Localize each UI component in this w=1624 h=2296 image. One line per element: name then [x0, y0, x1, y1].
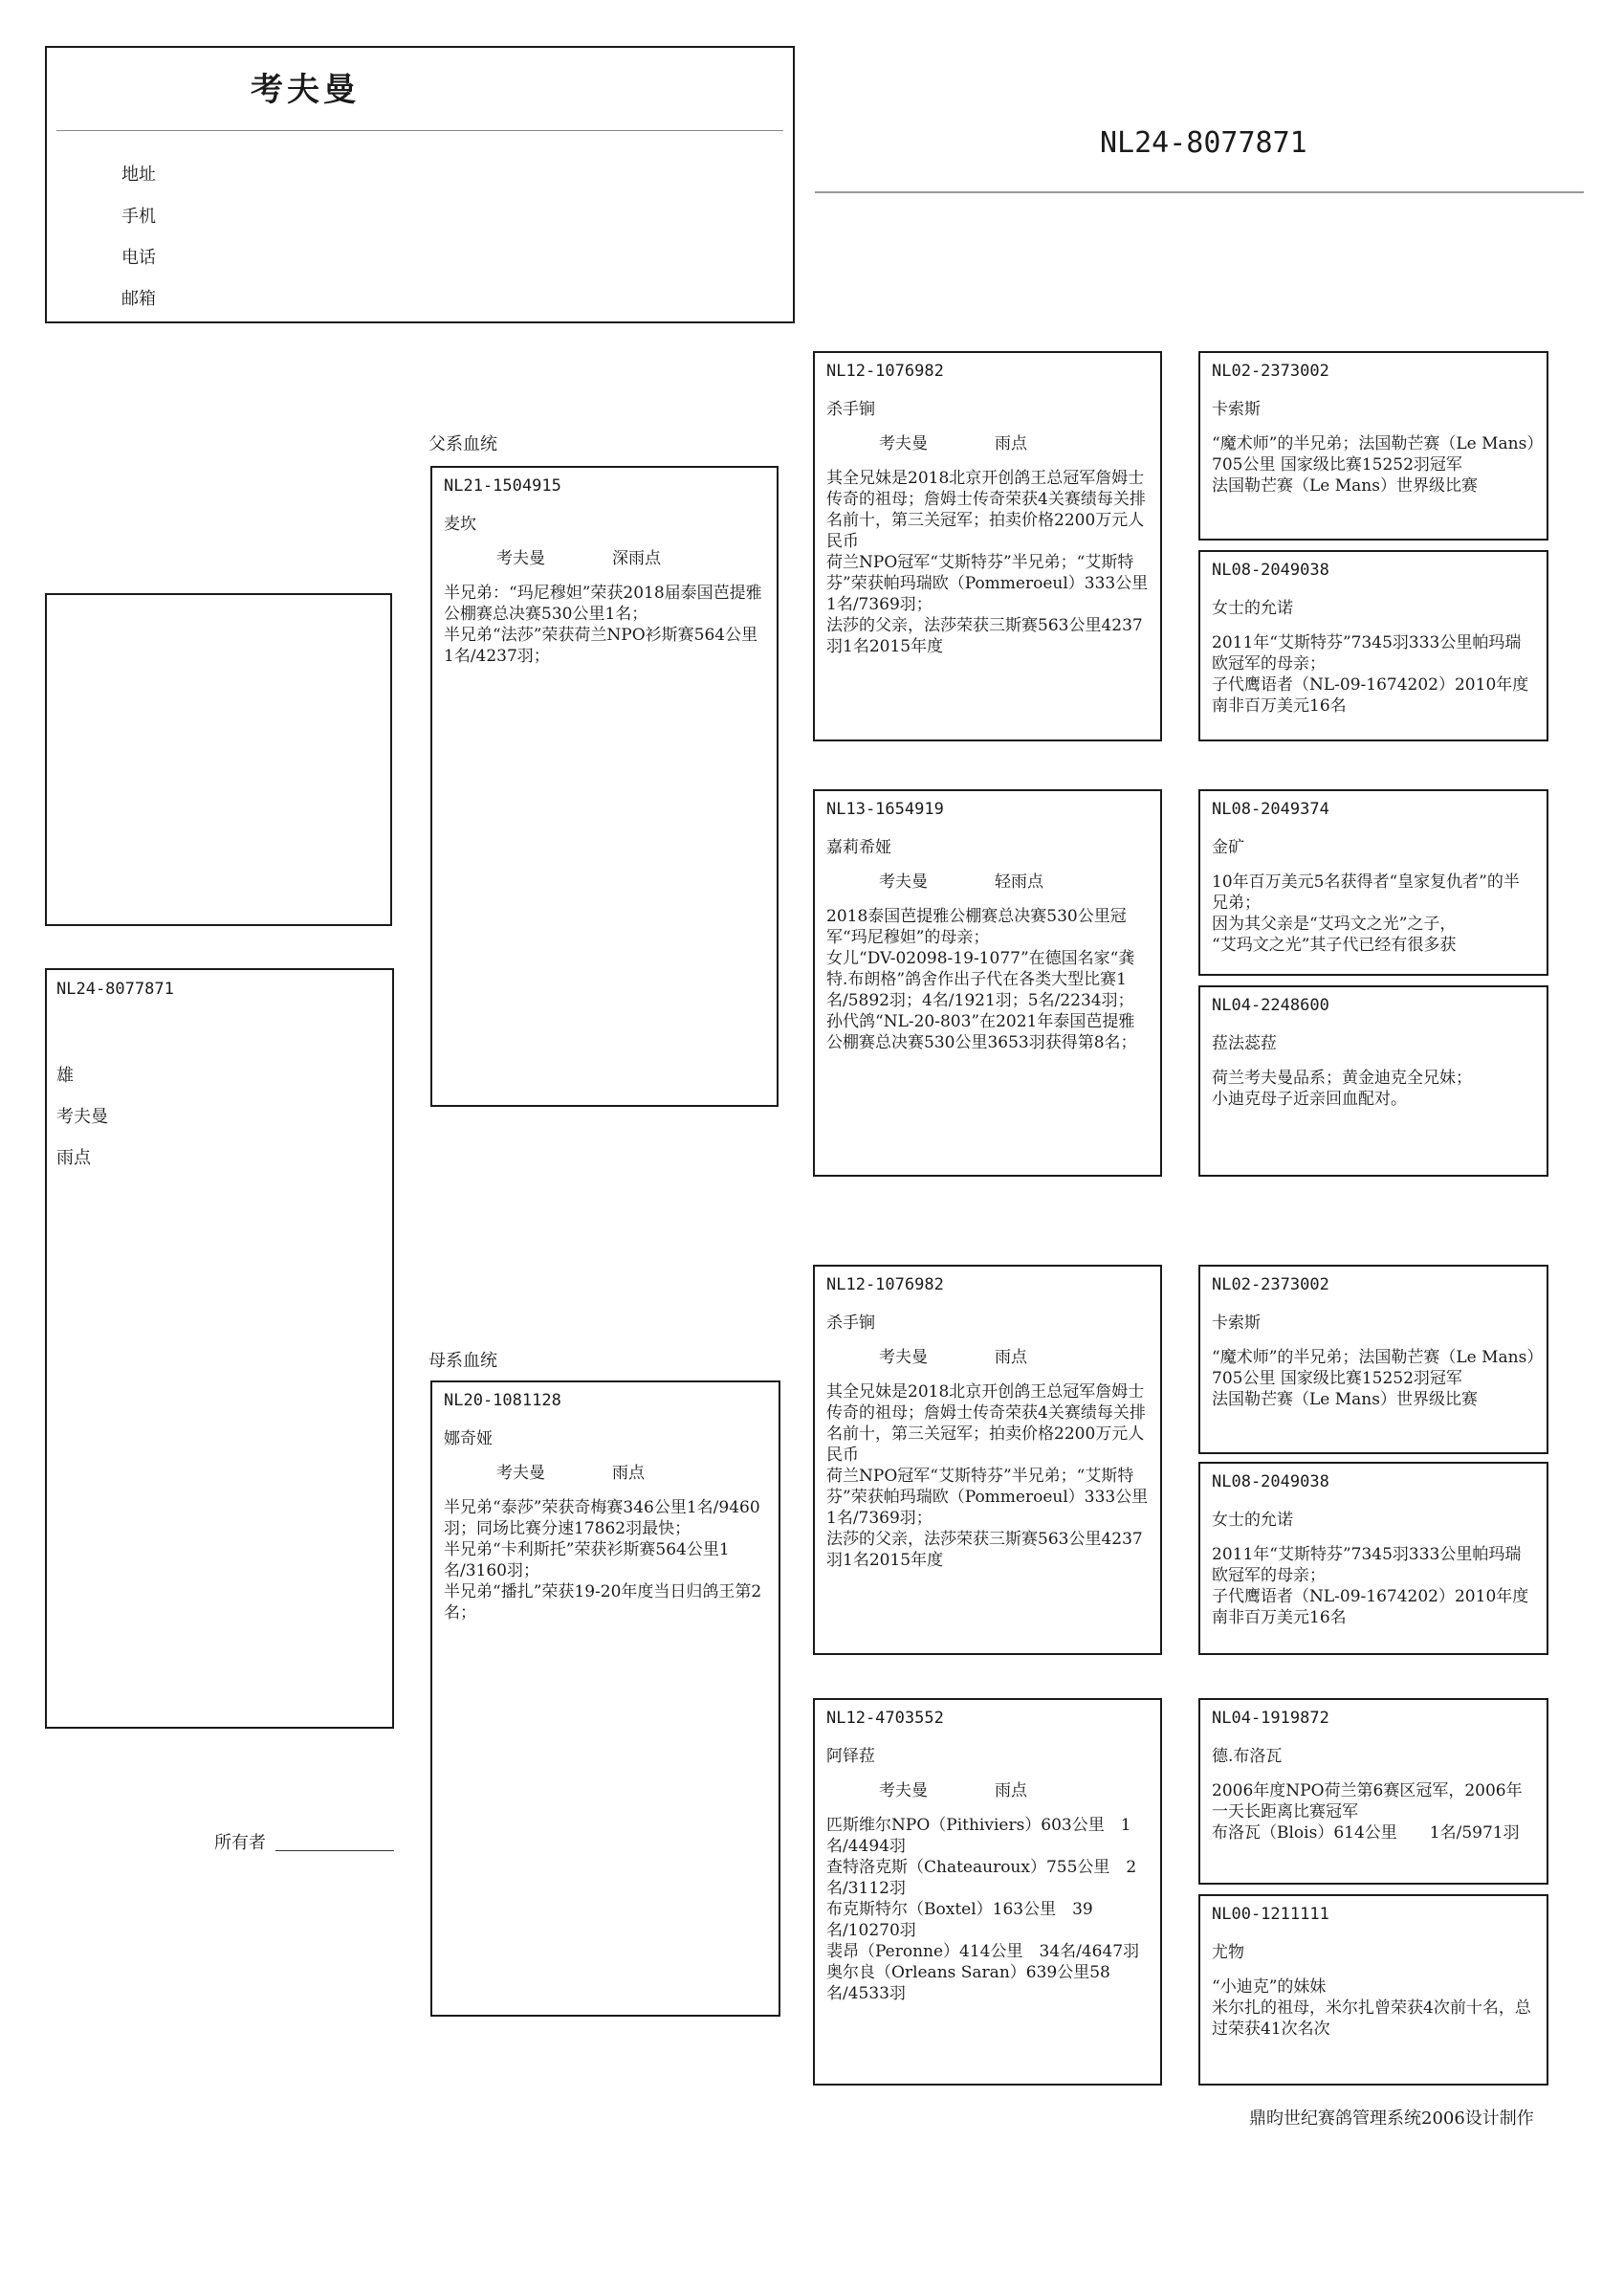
- dam-dam-ring: NL12-4703552: [826, 1709, 944, 1728]
- dam-strain: 考夫曼: [496, 1464, 545, 1483]
- sire-line-label: 父系血统: [428, 434, 497, 454]
- gg5-ring: NL02-2373002: [1212, 1275, 1329, 1294]
- dam-dam-color: 雨点: [995, 1781, 1027, 1800]
- gg4-name: 菈法蕊菈: [1212, 1034, 1277, 1053]
- dam-dam-name: 阿铎菈: [826, 1747, 875, 1766]
- great-grandparent-card-6: [1198, 1462, 1548, 1655]
- gg3-ring: NL08-2049374: [1212, 800, 1329, 819]
- sire-sire-ring: NL12-1076982: [826, 362, 944, 381]
- great-grandparent-card-8: [1198, 1894, 1548, 2086]
- dam-description: 半兄弟“泰莎”荣获奇梅赛346公里1名/9460羽；同场比赛分速17862羽最快； 半兄弟“卡利斯托”荣获衫斯赛564公里1名/3160羽； 半兄弟“播扎”荣获19-20年度当日归鸽王第2名；: [444, 1498, 762, 1623]
- great-grandparent-card-1: [1198, 351, 1548, 541]
- dam-sire-strain: 考夫曼: [879, 1348, 928, 1367]
- gg1-name: 卡索斯: [1212, 400, 1261, 419]
- gg7-ring: NL04-1919872: [1212, 1709, 1329, 1728]
- gg3-description: 10年百万美元5名获得者“皇家复仇者”的半兄弟； 因为其父亲是“艾玛文之光”之子， “艾玛文之光”其子代已经有很多获: [1212, 872, 1520, 955]
- sire-color: 深雨点: [612, 549, 661, 568]
- sire-ring: NL21-1504915: [444, 476, 561, 496]
- sire-sire-color: 雨点: [995, 434, 1027, 453]
- sire-sire-description: 其全兄妹是2018北京开创鸽王总冠军詹姆士传奇的祖母；詹姆士传奇荣获4关赛绩每关排名前十，第三关冠军；拍卖价格2200万元人民币 荷兰NPO冠军“艾斯特芬”半兄弟；“艾斯特芬”荣获帕玛瑞欧（Pommeroeul）333公里 1名/7369羽； 法莎的父亲，法莎荣获三斯赛563公里4237羽1名2015年度: [826, 469, 1149, 656]
- gg7-description: 2006年度NPO荷兰第6赛区冠军，2006年一天长距离比赛冠军 布洛瓦（Blois）614公里 1名/5971羽: [1212, 1781, 1523, 1843]
- gg2-description: 2011年“艾斯特芬”7345羽333公里帕玛瑞欧冠军的母亲； 子代鹰语者（NL-09-1674202）2010年度南非百万美元16名: [1212, 633, 1529, 716]
- sire-dam-name: 嘉莉希娅: [826, 838, 891, 857]
- subject-color: 雨点: [56, 1148, 91, 1168]
- dam-dam-card: [813, 1698, 1162, 2086]
- dam-line-label: 母系血统: [428, 1351, 497, 1371]
- gg3-name: 金矿: [1212, 838, 1244, 857]
- gg8-ring: NL00-1211111: [1212, 1905, 1329, 1924]
- gg2-name: 女士的允诺: [1212, 599, 1293, 618]
- main-ring-number: NL24-8077871: [1100, 126, 1307, 160]
- dam-sire-name: 杀手锏: [826, 1314, 875, 1333]
- dam-name: 娜奇娅: [444, 1429, 493, 1448]
- sire-dam-strain: 考夫曼: [879, 872, 928, 892]
- address-label: 地址: [121, 165, 156, 185]
- dam-card: [430, 1380, 780, 2017]
- subject-strain: 考夫曼: [56, 1107, 108, 1127]
- sire-card: [430, 466, 779, 1107]
- gg4-ring: NL04-2248600: [1212, 996, 1329, 1015]
- subject-sex: 雄: [56, 1066, 74, 1086]
- main-ring-rule: [815, 191, 1584, 193]
- mobile-label: 手机: [121, 207, 156, 227]
- great-grandparent-card-4: [1198, 985, 1548, 1177]
- sire-sire-strain: 考夫曼: [879, 434, 928, 453]
- gg6-name: 女士的允诺: [1212, 1511, 1293, 1530]
- gg1-ring: NL02-2373002: [1212, 362, 1329, 381]
- gg2-ring: NL08-2049038: [1212, 561, 1329, 580]
- gg7-name: 德.布洛瓦: [1212, 1747, 1283, 1766]
- phone-label: 电话: [121, 248, 156, 268]
- subject-card: [45, 968, 394, 1729]
- dam-dam-strain: 考夫曼: [879, 1781, 928, 1800]
- dam-dam-description: 匹斯维尔NPO（Pithiviers）603公里 1名/4494羽 查特洛克斯（Chateauroux）755公里 2名/3112羽 布克斯特尔（Boxtel）163公里 39名/10270羽 裴昂（Peronne）414公里 34名/4647羽 奥尔良（Orleans Saran）639公里58名/4533羽: [826, 1816, 1140, 2003]
- great-grandparent-card-5: [1198, 1265, 1548, 1454]
- gg6-ring: NL08-2049038: [1212, 1472, 1329, 1491]
- gg5-description: “魔术师”的半兄弟；法国勒芒赛（Le Mans）705公里 国家级比赛15252羽冠军 法国勒芒赛（Le Mans）世界级比赛: [1212, 1348, 1535, 1409]
- email-label: 邮箱: [121, 289, 156, 309]
- software-credit: 鼎昀世纪赛鸽管理系统2006设计制作: [1249, 2108, 1534, 2129]
- owner-signature-line: [275, 1850, 394, 1851]
- subject-ring: NL24-8077871: [56, 980, 174, 999]
- gg4-description: 荷兰考夫曼品系；黄金迪克全兄妹； 小迪克母子近亲回血配对。: [1212, 1069, 1472, 1109]
- dam-sire-description: 其全兄妹是2018北京开创鸽王总冠军詹姆士传奇的祖母；詹姆士传奇荣获4关赛绩每关排名前十，第三关冠军；拍卖价格2200万元人民币 荷兰NPO冠军“艾斯特芬”半兄弟；“艾斯特芬”荣获帕玛瑞欧（Pommeroeul）333公里 1名/7369羽； 法莎的父亲，法莎荣获三斯赛563公里4237羽1名2015年度: [826, 1382, 1149, 1570]
- sire-sire-card: [813, 351, 1162, 741]
- gg8-name: 尤物: [1212, 1943, 1244, 1962]
- sire-strain: 考夫曼: [496, 549, 545, 568]
- dam-color: 雨点: [612, 1464, 645, 1483]
- sire-name: 麦坎: [444, 515, 476, 534]
- owner-title: 考夫曼: [251, 71, 360, 109]
- great-grandparent-card-3: [1198, 789, 1548, 976]
- gg6-description: 2011年“艾斯特芬”7345羽333公里帕玛瑞欧冠军的母亲； 子代鹰语者（NL-09-1674202）2010年度南非百万美元16名: [1212, 1545, 1529, 1627]
- dam-ring: NL20-1081128: [444, 1391, 561, 1410]
- sire-dam-card: [813, 789, 1162, 1177]
- owner-signature-label: 所有者: [214, 1833, 266, 1853]
- gg5-name: 卡索斯: [1212, 1314, 1261, 1333]
- sire-dam-description: 2018泰国芭提雅公棚赛总决赛530公里冠军“玛尼穆妲”的母亲； 女儿“DV-02098-19-1077”在德国名家“龚特.布朗格”鸽舍作出子代在各类大型比赛1名/5892羽；4名/1921羽；5名/2234羽； 孙代鸽“NL-20-803”在2021年泰国芭提雅公棚赛总决赛530公里3653羽获得第8名；: [826, 907, 1137, 1052]
- dam-sire-card: [813, 1265, 1162, 1655]
- sire-sire-name: 杀手锏: [826, 400, 875, 419]
- sire-description: 半兄弟：“玛尼穆妲”荣获2018届泰国芭提雅公棚赛总决赛530公里1名； 半兄弟“法莎”荣获荷兰NPO衫斯赛564公里1名/4237羽；: [444, 584, 762, 666]
- sire-dam-color: 轻雨点: [995, 872, 1043, 892]
- great-grandparent-card-2: [1198, 550, 1548, 741]
- gg1-description: “魔术师”的半兄弟；法国勒芒赛（Le Mans）705公里 国家级比赛15252羽冠军 法国勒芒赛（Le Mans）世界级比赛: [1212, 434, 1535, 496]
- great-grandparent-card-7: [1198, 1698, 1548, 1885]
- owner-title-rule: [56, 130, 783, 131]
- dam-sire-color: 雨点: [995, 1348, 1027, 1367]
- owner-info-box: [45, 46, 795, 323]
- gg8-description: “小迪克”的妹妹 米尔扎的祖母，米尔扎曾荣获4次前十名，总过荣获41次名次: [1212, 1977, 1531, 2039]
- sire-dam-ring: NL13-1654919: [826, 800, 944, 819]
- photo-frame: [45, 593, 392, 926]
- dam-sire-ring: NL12-1076982: [826, 1275, 944, 1294]
